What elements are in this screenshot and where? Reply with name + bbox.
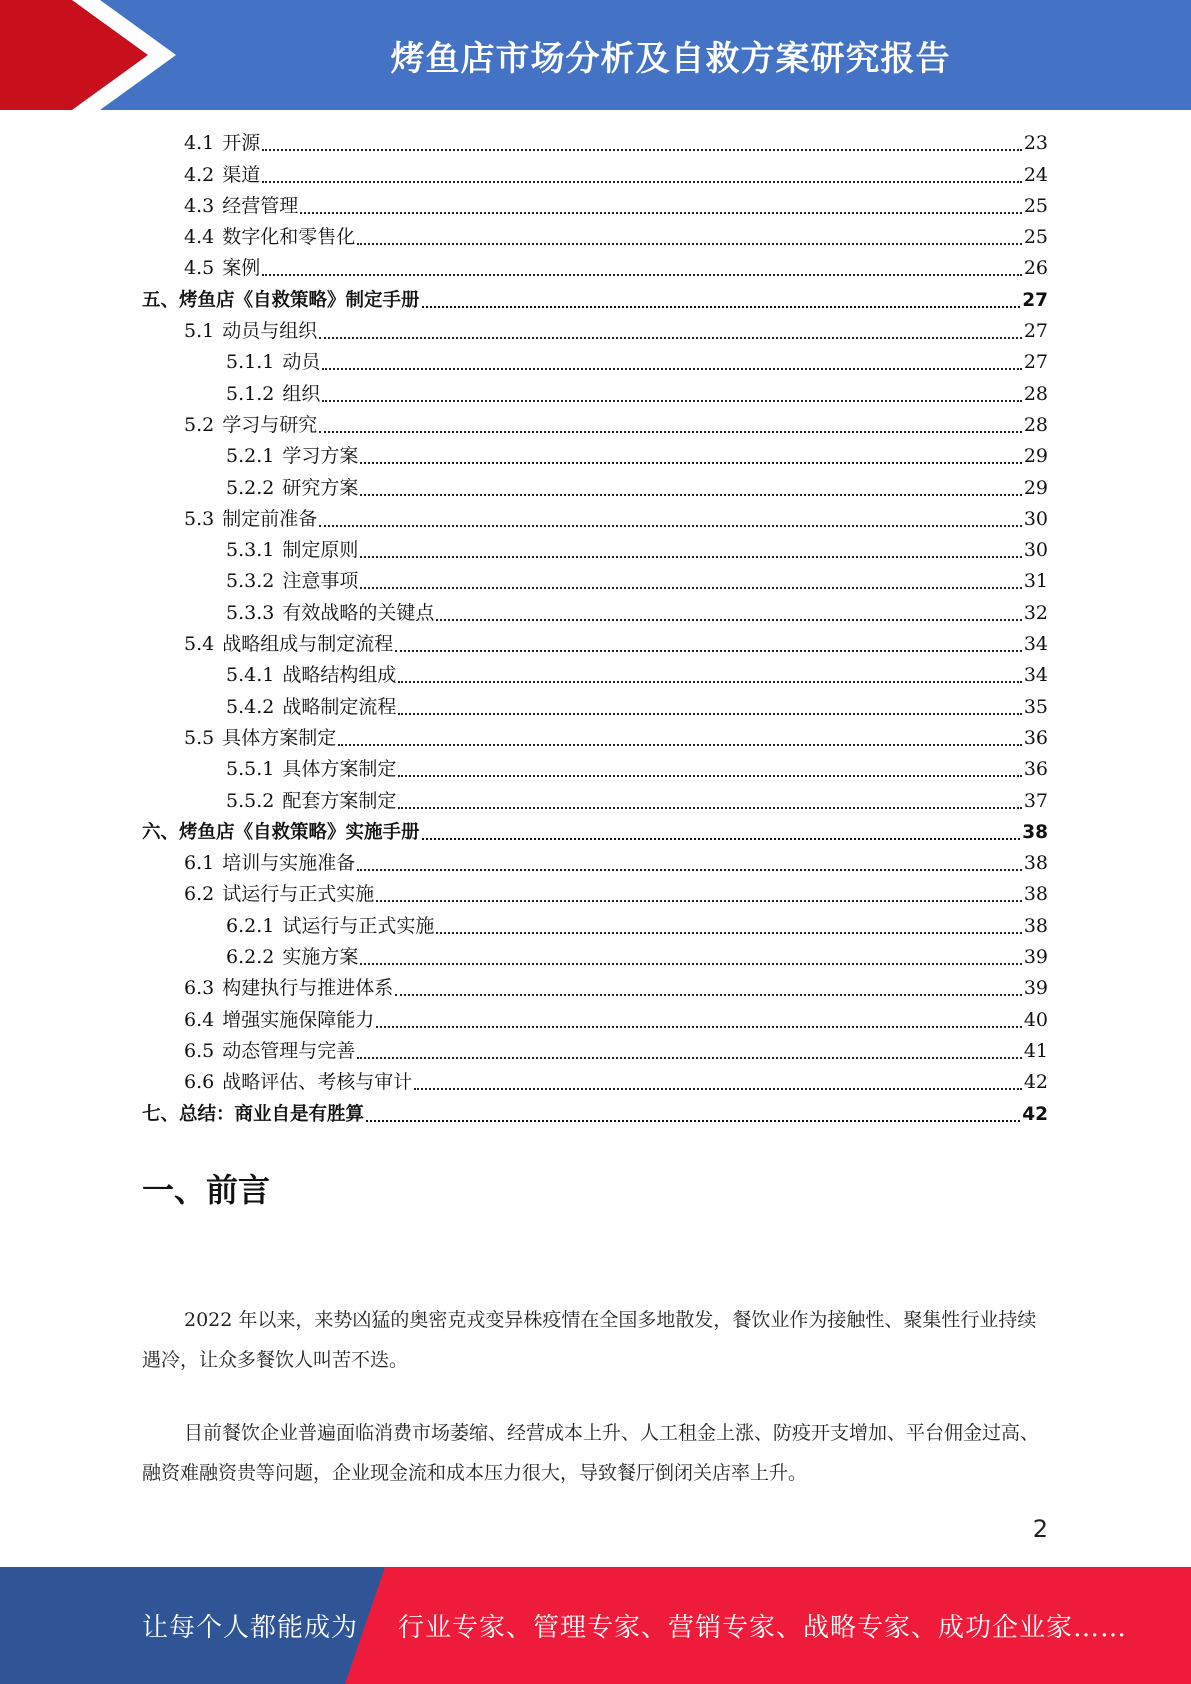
toc-entry-number: 6.6 bbox=[184, 1071, 215, 1094]
toc-entry-label bbox=[226, 692, 398, 723]
toc-entry-label bbox=[226, 598, 436, 629]
toc-entry-page: 29 bbox=[1023, 445, 1048, 468]
toc-leader-dots bbox=[322, 367, 1021, 370]
toc-entry[interactable] bbox=[142, 691, 1048, 722]
toc-leader-dots bbox=[360, 461, 1021, 464]
toc-entry-page: 38 bbox=[1023, 852, 1048, 875]
paragraph: 2022 年以来，来势凶猛的奥密克戎变异株疫情在全国多地散发，餐饮业作为接触性、聚集性行业持续遇冷，让众多餐饮人叫苦不迭。 bbox=[142, 1309, 1037, 1371]
toc-leader-dots bbox=[319, 524, 1022, 527]
toc-leader-dots bbox=[422, 305, 1021, 308]
toc-entry-text: 配套方案制定 bbox=[282, 789, 397, 812]
toc-entry-number: 6.3 bbox=[184, 977, 215, 1000]
toc-entry[interactable] bbox=[142, 378, 1048, 409]
toc-entry-label bbox=[184, 160, 262, 191]
toc-entry[interactable] bbox=[142, 535, 1048, 566]
toc-entry[interactable] bbox=[142, 597, 1048, 628]
toc-entry-page: 42 bbox=[1023, 1071, 1048, 1094]
toc-entry-label bbox=[226, 786, 398, 817]
toc-leader-dots bbox=[300, 211, 1022, 214]
toc-entry-number: 4.2 bbox=[184, 163, 215, 186]
toc-entry-text: 有效战略的关键点 bbox=[282, 601, 435, 624]
toc-leader-dots bbox=[395, 993, 1022, 996]
toc-entry[interactable] bbox=[142, 1098, 1048, 1129]
toc-entry-text: 学习方案 bbox=[282, 445, 359, 468]
toc-entry-number: 5.1.2 bbox=[226, 382, 275, 405]
toc-leader-dots bbox=[319, 430, 1022, 433]
toc-entry-number: 5.3.1 bbox=[226, 539, 275, 562]
toc-entry-page: 23 bbox=[1023, 132, 1048, 155]
toc-leader-dots bbox=[422, 837, 1021, 840]
toc-leader-dots bbox=[376, 899, 1022, 902]
toc-leader-dots bbox=[322, 399, 1021, 402]
toc-entry-label bbox=[184, 222, 357, 253]
toc-entry-number: 4.1 bbox=[184, 132, 215, 155]
toc-entry-page: 35 bbox=[1023, 695, 1048, 718]
toc-entry[interactable] bbox=[142, 660, 1048, 691]
toc-entry-text: 注意事项 bbox=[282, 570, 359, 593]
toc-entry-label bbox=[184, 629, 395, 660]
toc-entry-number: 4.4 bbox=[184, 226, 215, 249]
toc-entry-page: 25 bbox=[1023, 226, 1048, 249]
toc-entry-text: 渠道 bbox=[222, 163, 261, 186]
toc-leader-dots bbox=[338, 743, 1022, 746]
toc-entry-label bbox=[226, 754, 398, 785]
toc-entry-text: 动员 bbox=[282, 351, 321, 374]
footer-slogan-left: 让每个人都能成为 bbox=[142, 1613, 359, 1643]
toc-entry-label bbox=[184, 253, 262, 284]
toc-entry-label bbox=[226, 911, 436, 942]
toc-entry-number: 5.4.2 bbox=[226, 695, 275, 718]
toc-leader-dots bbox=[414, 1087, 1022, 1090]
toc-entry-number: 6.2 bbox=[184, 883, 215, 906]
toc-entry[interactable] bbox=[142, 441, 1048, 472]
toc-entry[interactable] bbox=[142, 785, 1048, 816]
toc-entry-text: 学习与研究 bbox=[222, 413, 318, 436]
toc-entry-number: 6.5 bbox=[184, 1039, 215, 1062]
toc-entry-number: 5.4 bbox=[184, 633, 215, 656]
toc-entry-number: 5.2.1 bbox=[226, 445, 275, 468]
toc-entry-label bbox=[226, 473, 360, 504]
toc-entry[interactable] bbox=[142, 848, 1048, 879]
toc-entry-text: 具体方案制定 bbox=[222, 726, 337, 749]
toc-entry-label bbox=[226, 379, 322, 410]
toc-entry-number: 5.3 bbox=[184, 507, 215, 530]
toc-entry-label bbox=[226, 660, 398, 691]
toc-entry-text: 制定前准备 bbox=[222, 507, 318, 530]
toc-entry-number: 5.1 bbox=[184, 320, 215, 343]
toc-leader-dots bbox=[376, 1025, 1022, 1028]
toc-entry-number: 5.3.2 bbox=[226, 570, 275, 593]
toc-entry[interactable] bbox=[142, 1067, 1048, 1098]
toc-entry-text: 五、烤鱼店《自救策略》制定手册 bbox=[142, 289, 420, 311]
toc-entry-text: 战略制定流程 bbox=[282, 695, 397, 718]
toc-leader-dots bbox=[398, 774, 1021, 777]
toc-leader-dots bbox=[262, 273, 1022, 276]
toc-entry-label bbox=[184, 1005, 376, 1036]
toc-entry-text: 经营管理 bbox=[222, 194, 299, 217]
toc-entry-page: 26 bbox=[1023, 257, 1048, 280]
toc-entry-page: 39 bbox=[1023, 946, 1048, 969]
toc-entry[interactable] bbox=[142, 222, 1048, 253]
toc-entry[interactable] bbox=[142, 347, 1048, 378]
toc-entry-page: 29 bbox=[1023, 476, 1048, 499]
document-title: 烤鱼店市场分析及自救方案研究报告 bbox=[390, 38, 951, 79]
toc-entry-text: 开源 bbox=[222, 132, 261, 155]
toc-entry-text: 具体方案制定 bbox=[282, 758, 397, 781]
toc-leader-dots bbox=[360, 555, 1021, 558]
toc-entry-label bbox=[184, 973, 395, 1004]
footer-slogan-right: 行业专家、管理专家、营销专家、战略专家、成功企业家…… bbox=[398, 1613, 1128, 1643]
toc-leader-dots bbox=[262, 180, 1022, 183]
toc-entry-page: 31 bbox=[1023, 570, 1048, 593]
toc-entry-text: 七、总结：商业自是有胜算 bbox=[142, 1103, 365, 1125]
toc-entry-text: 动员与组织 bbox=[222, 320, 318, 343]
toc-entry-page: 28 bbox=[1023, 413, 1048, 436]
toc-entry-number: 6.2.2 bbox=[226, 946, 275, 969]
toc-entry-text: 战略结构组成 bbox=[282, 664, 397, 687]
toc-entry-label bbox=[226, 441, 360, 472]
toc-entry[interactable] bbox=[142, 128, 1048, 159]
toc-entry-label bbox=[184, 723, 338, 754]
toc-entry-page: 38 bbox=[1023, 883, 1048, 906]
toc-leader-dots bbox=[436, 931, 1021, 934]
toc-entry-label bbox=[184, 1036, 357, 1067]
toc-leader-dots bbox=[357, 242, 1022, 245]
toc-entry[interactable] bbox=[142, 1004, 1048, 1035]
toc-entry-text: 六、烤鱼店《自救策略》实施手册 bbox=[142, 821, 420, 843]
toc-entry-number: 5.3.3 bbox=[226, 601, 275, 624]
toc-entry[interactable] bbox=[142, 566, 1048, 597]
toc-entry-text: 实施方案 bbox=[282, 946, 359, 969]
toc-entry-page: 34 bbox=[1023, 633, 1048, 656]
toc-leader-dots bbox=[262, 148, 1022, 151]
toc-entry-page: 36 bbox=[1023, 726, 1048, 749]
toc-entry-page: 42 bbox=[1022, 1103, 1048, 1125]
paragraph: 目前餐饮企业普遍面临消费市场萎缩、经营成本上升、人工租金上涨、防疫开支增加、平台佣金过高、融资难融资贵等问题，企业现金流和成本压力很大，导致餐厅倒闭关店率上升。 bbox=[142, 1422, 1040, 1484]
toc-entry[interactable] bbox=[142, 410, 1048, 441]
toc-leader-dots bbox=[366, 1119, 1020, 1122]
toc-entry[interactable] bbox=[142, 472, 1048, 503]
toc-entry-number: 6.1 bbox=[184, 852, 215, 875]
toc-entry-label bbox=[226, 347, 322, 378]
toc-leader-dots bbox=[357, 868, 1022, 871]
toc-leader-dots bbox=[360, 586, 1021, 589]
toc-leader-dots bbox=[398, 712, 1021, 715]
toc-leader-dots bbox=[319, 336, 1022, 339]
toc-entry[interactable] bbox=[142, 942, 1048, 973]
toc-leader-dots bbox=[360, 493, 1021, 496]
toc-entry-text: 战略组成与制定流程 bbox=[222, 633, 394, 656]
toc-entry-text: 增强实施保障能力 bbox=[222, 1008, 375, 1031]
toc-entry[interactable] bbox=[142, 191, 1048, 222]
toc-entry[interactable] bbox=[142, 723, 1048, 754]
toc-entry-text: 试运行与正式实施 bbox=[222, 883, 375, 906]
toc-entry-text: 制定原则 bbox=[282, 539, 359, 562]
toc-entry[interactable] bbox=[142, 504, 1048, 535]
toc-entry-page: 28 bbox=[1023, 382, 1048, 405]
toc-entry[interactable] bbox=[142, 754, 1048, 785]
toc-entry-page: 32 bbox=[1023, 601, 1048, 624]
toc-leader-dots bbox=[436, 618, 1021, 621]
toc-entry-page: 39 bbox=[1023, 977, 1048, 1000]
toc-entry-label bbox=[226, 566, 360, 597]
toc-entry-page: 27 bbox=[1022, 289, 1048, 311]
toc-entry-number: 5.2 bbox=[184, 413, 215, 436]
toc-entry-page: 27 bbox=[1023, 320, 1048, 343]
toc-entry[interactable] bbox=[142, 284, 1048, 315]
page-number: 2 bbox=[1032, 1515, 1048, 1543]
toc-entry[interactable] bbox=[142, 629, 1048, 660]
toc-entry-text: 组织 bbox=[282, 382, 321, 405]
section-heading: 一、前言 bbox=[142, 1171, 271, 1209]
toc-entry-page: 34 bbox=[1023, 664, 1048, 687]
table-of-contents bbox=[142, 128, 1048, 1130]
toc-entry-text: 战略评估、考核与审计 bbox=[222, 1071, 413, 1094]
toc-entry-page: 30 bbox=[1023, 539, 1048, 562]
toc-leader-dots bbox=[357, 1056, 1022, 1059]
toc-entry[interactable] bbox=[142, 973, 1048, 1004]
toc-entry-text: 培训与实施准备 bbox=[222, 852, 356, 875]
toc-entry-page: 30 bbox=[1023, 507, 1048, 530]
toc-entry[interactable] bbox=[142, 910, 1048, 941]
toc-entry-text: 试运行与正式实施 bbox=[282, 914, 435, 937]
toc-entry-label bbox=[184, 848, 357, 879]
toc-entry-number: 5.5 bbox=[184, 726, 215, 749]
toc-entry-label bbox=[184, 879, 376, 910]
toc-entry-label bbox=[184, 316, 319, 347]
toc-entry-label bbox=[184, 191, 300, 222]
toc-entry-text: 研究方案 bbox=[282, 476, 359, 499]
page-header bbox=[0, 0, 1191, 110]
toc-entry-page: 25 bbox=[1023, 194, 1048, 217]
toc-entry[interactable] bbox=[142, 879, 1048, 910]
toc-entry-number: 5.1.1 bbox=[226, 351, 275, 374]
toc-entry[interactable] bbox=[142, 253, 1048, 284]
toc-entry-page: 24 bbox=[1023, 163, 1048, 186]
toc-entry-label bbox=[184, 1067, 414, 1098]
toc-entry-label bbox=[226, 942, 360, 973]
toc-entry-label bbox=[184, 410, 319, 441]
toc-entry-page: 36 bbox=[1023, 758, 1048, 781]
toc-entry-number: 6.2.1 bbox=[226, 914, 275, 937]
toc-entry-label bbox=[184, 504, 319, 535]
toc-entry-number: 4.5 bbox=[184, 257, 215, 280]
toc-entry-number: 6.4 bbox=[184, 1008, 215, 1031]
toc-entry[interactable] bbox=[142, 1036, 1048, 1067]
toc-leader-dots bbox=[360, 962, 1021, 965]
toc-entry-number: 5.4.1 bbox=[226, 664, 275, 687]
toc-entry-number: 5.5.1 bbox=[226, 758, 275, 781]
toc-entry-text: 构建执行与推进体系 bbox=[222, 977, 394, 1000]
toc-entry-page: 40 bbox=[1023, 1008, 1048, 1031]
toc-entry-page: 41 bbox=[1023, 1039, 1048, 1062]
toc-entry-page: 37 bbox=[1023, 789, 1048, 812]
toc-entry-page: 27 bbox=[1023, 351, 1048, 374]
toc-leader-dots bbox=[395, 649, 1022, 652]
toc-entry-text: 案例 bbox=[222, 257, 261, 280]
toc-entry-label bbox=[142, 817, 422, 848]
toc-entry-text: 动态管理与完善 bbox=[222, 1039, 356, 1062]
toc-entry-number: 5.5.2 bbox=[226, 789, 275, 812]
toc-entry[interactable] bbox=[142, 817, 1048, 848]
toc-entry-label bbox=[142, 1099, 366, 1130]
toc-entry-label bbox=[226, 535, 360, 566]
toc-entry-text: 数字化和零售化 bbox=[222, 226, 356, 249]
toc-leader-dots bbox=[398, 680, 1021, 683]
toc-entry[interactable] bbox=[142, 316, 1048, 347]
page-footer bbox=[0, 1567, 1191, 1684]
toc-entry-page: 38 bbox=[1022, 821, 1048, 843]
toc-entry[interactable] bbox=[142, 159, 1048, 190]
toc-entry-number: 5.2.2 bbox=[226, 476, 275, 499]
toc-entry-number: 4.3 bbox=[184, 194, 215, 217]
toc-leader-dots bbox=[398, 806, 1021, 809]
toc-entry-label bbox=[184, 128, 262, 159]
toc-entry-page: 38 bbox=[1023, 914, 1048, 937]
toc-entry-label bbox=[142, 285, 422, 316]
